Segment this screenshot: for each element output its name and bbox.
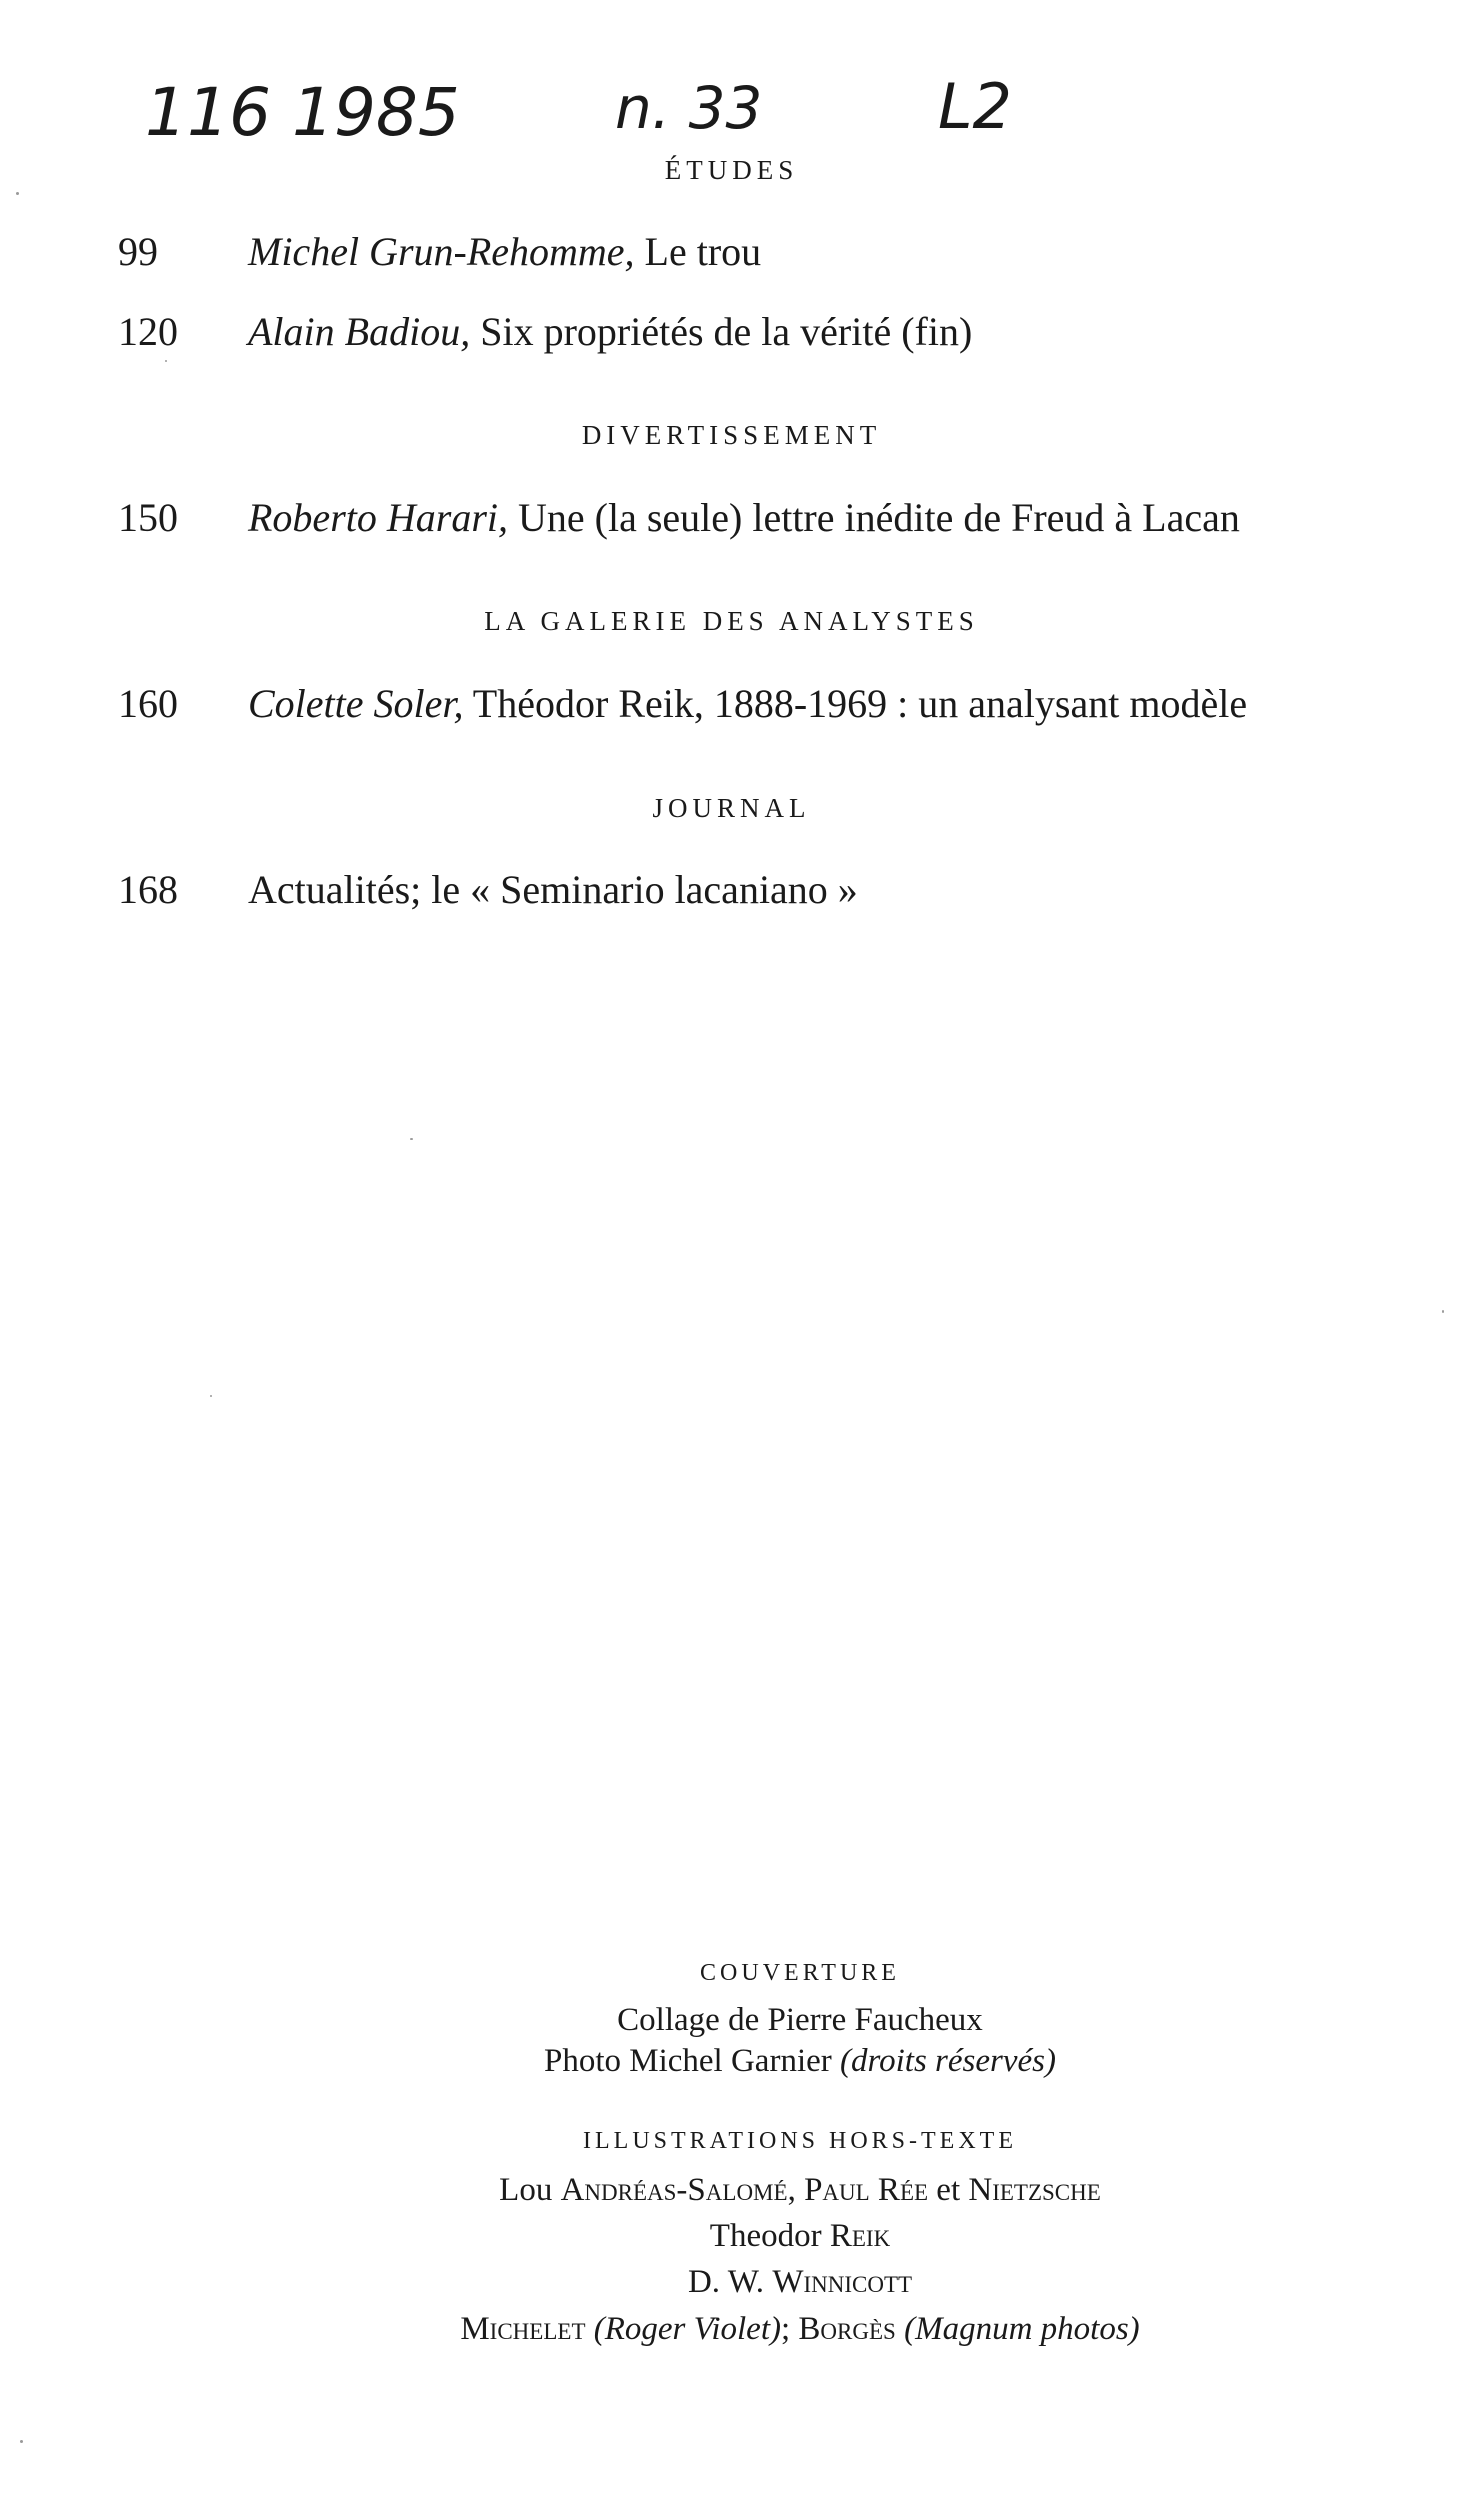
illustration-credit-line [0,2311,1463,2348]
toc-entry-text [248,302,972,362]
toc-entry-text [248,674,1247,734]
scan-speck [210,1395,212,1397]
credit-name: Andréas-Salomé [560,2172,788,2208]
toc-entry-text [248,860,858,920]
handwritten-issue-number: n. 33 [615,74,763,142]
illustration-credit-line [0,2172,1463,2209]
credit-text: ; [781,2311,799,2347]
toc-title: Actualités; le « Seminario lacaniano » [248,867,858,912]
toc-author: Alain Badiou, [248,309,471,354]
scan-speck [16,192,19,195]
toc-author: Roberto Harari, [248,495,508,540]
toc-title: Une (la seule) lettre inédite de Freud à Lacan [508,495,1240,540]
toc-title: Le trou [634,229,762,274]
credit-text: Theodor [709,2218,830,2254]
cover-photo-text: Photo Michel Garnier [543,2043,841,2079]
scan-speck [20,2440,23,2443]
credit-text: et [928,2172,969,2208]
toc-entry [0,302,1463,362]
toc-entry-text [248,488,1240,548]
credit-name: Michelet [460,2311,586,2347]
scan-speck [1442,1310,1444,1313]
toc-entry [0,222,1463,282]
toc-page-number: 168 [118,867,178,912]
toc-entry [0,488,1463,548]
toc-page-number: 99 [118,229,158,274]
toc-title: Six propriétés de la vérité (fin) [470,309,973,354]
toc-page-number: 120 [118,309,178,354]
handwritten-annotation [0,0,1463,160]
toc-author: Colette Soler, [248,681,464,726]
credit-photo-agency: (Magnum photos) [895,2311,1140,2347]
cover-heading: COUVERTURE [700,1960,900,1986]
credit-name: Nietzsche [968,2172,1101,2208]
credit-name: Borgès [798,2311,896,2347]
scan-speck [165,360,167,362]
section-heading-etudes: ÉTUDES [664,155,799,185]
toc-entry-text [248,222,761,282]
toc-page-number: 150 [118,495,178,540]
credit-name: Reik [829,2218,891,2254]
credit-text: , [787,2172,805,2208]
credit-photo-agency: (Roger Violet) [585,2311,781,2347]
credit-text: D. W. [687,2264,773,2300]
toc-author: Michel Grun-Rehomme, [248,229,635,274]
illustrations-heading: ILLUSTRATIONS HORS-TEXTE [583,2128,1017,2154]
section-heading-galerie: LA GALERIE DES ANALYSTES [484,606,979,636]
toc-page-number: 160 [118,681,178,726]
toc-entry [0,674,1463,734]
section-heading-journal: JOURNAL [652,793,811,823]
illustration-credit-line [0,2218,1463,2255]
handwritten-call-number: 116 1985 [145,74,460,151]
handwritten-location-code: L2 [938,70,1012,143]
credit-name: Winnicott [772,2264,913,2300]
section-heading-divertissement: DIVERTISSEMENT [581,420,882,450]
illustration-credit-line [0,2264,1463,2301]
scan-speck [410,1138,413,1140]
credit-text: Lou [499,2172,561,2208]
cover-rights-note: (droits réservés) [840,2043,1056,2079]
toc-entry [0,860,1463,920]
toc-title: Théodor Reik, 1888-1969 : un analysant modèle [463,681,1248,726]
credit-name: Paul Rée [804,2172,929,2208]
cover-collage-credit: Collage de Pierre Faucheux [617,2002,983,2038]
cover-photo-credit [0,2043,1463,2080]
